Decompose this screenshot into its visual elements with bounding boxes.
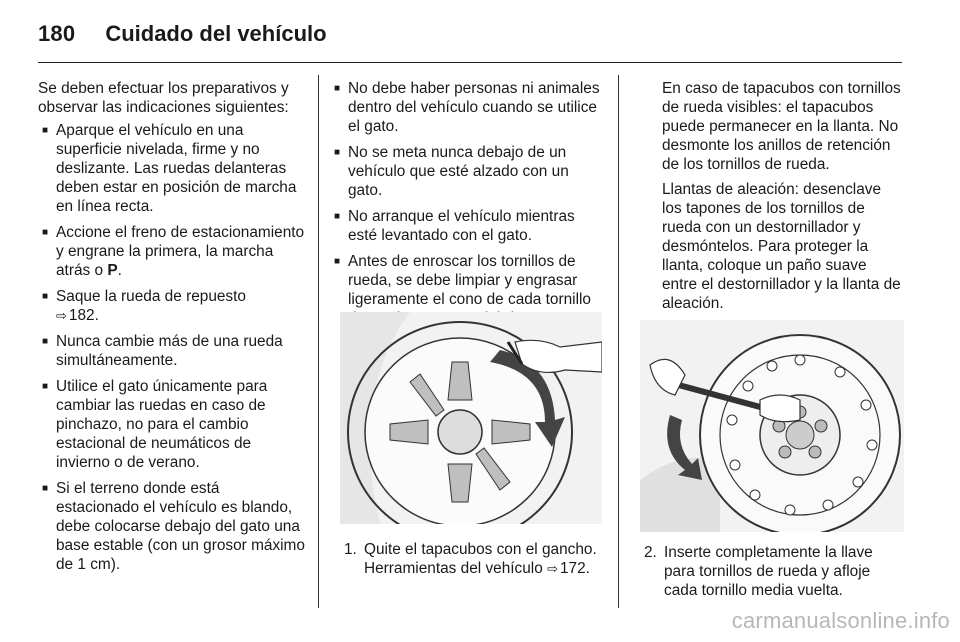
- hubcap-removal-illustration: [340, 312, 602, 524]
- safety-list: [330, 79, 606, 347]
- step-text: Inserte completamente la llave para tornillos de rueda y afloje cada tornillo media vuelta.: [664, 544, 873, 599]
- page-header: [38, 14, 327, 54]
- step-number: 1.: [344, 541, 357, 558]
- column-divider-2: [618, 75, 619, 608]
- wheel-bolt-loosening-illustration: [640, 320, 904, 532]
- paragraph: Llantas de aleación: desenclave los tapones de los tornillos de rueda con un destornillador y desmóntelos. Para proteger la llanta, coloque un paño suave entre el destornillador y la llanta de aleación.: [662, 181, 901, 312]
- list-item: ■ Nunca cambie más de una rueda simultáneamente.: [38, 332, 306, 370]
- cross-reference[interactable]: 172.: [559, 560, 590, 577]
- arrow-reference-icon: ⇨: [547, 561, 558, 576]
- list-item: ■ Saque la rueda de repuesto ⇨ 182.: [38, 287, 306, 325]
- chapter-title: Cuidado del vehículo: [105, 21, 327, 46]
- list-item: ■ Utilice el gato únicamente para cambiar las ruedas en caso de pinchazo, no para el cambio estacional de neumáticos de invierno o de verano.: [38, 377, 306, 472]
- list-item: ■ Accione el freno de estacionamiento y engrane la primera, la marcha atrás o P.: [38, 223, 306, 280]
- step-number: 2.: [644, 544, 657, 561]
- page-number: 180: [38, 21, 76, 46]
- list-item: ■ Antes de enroscar los tornillos de rueda, se debe limpiar y engrasar ligeramente el cono de cada tornillo: [330, 252, 606, 347]
- precautions-list: [38, 121, 306, 574]
- column-1: [38, 79, 306, 581]
- intro-text: Se deben efectuar los preparativos y observar las indicaciones siguientes:: [38, 80, 289, 116]
- header-divider: [38, 62, 902, 63]
- step-text: Quite el tapacubos con el gancho. Herramientas del vehículo: [364, 541, 597, 577]
- list-item: ■ No arranque el vehículo mientras esté levantado con el gato.: [330, 207, 606, 245]
- list-item: ■ Aparque el vehículo en una superficie nivelada, firme y no deslizante. Las ruedas delanteras deben estar en posición de marcha en línea recta.: [38, 121, 306, 216]
- list-item: ■ No se meta nunca debajo de un vehículo que esté alzado con un gato.: [330, 143, 606, 200]
- watermark: carmanualsonline.info: [731, 608, 950, 633]
- gear-p-label: P: [107, 262, 118, 279]
- list-item: ■ Si el terreno donde está estacionado el vehículo es blando, debe colocarse debajo del gato una base estable (con un grosor máximo de 1 cm).: [38, 479, 306, 574]
- instruction-step-2: [644, 543, 902, 600]
- instruction-step-1: [344, 540, 606, 578]
- list-item: ■ No debe haber personas ni animales dentro del vehículo cuando se utilice el gato.: [330, 79, 606, 136]
- column-3: [648, 79, 904, 319]
- column-divider-1: [318, 75, 319, 608]
- cross-reference[interactable]: 182.: [68, 307, 99, 324]
- arrow-reference-icon: ⇨: [56, 308, 67, 323]
- paragraph: En caso de tapacubos con tornillos de rueda visibles: el tapacubos puede permanecer en la llanta. No desmonte los anillos de retención de los tornillos de rueda.: [662, 80, 901, 173]
